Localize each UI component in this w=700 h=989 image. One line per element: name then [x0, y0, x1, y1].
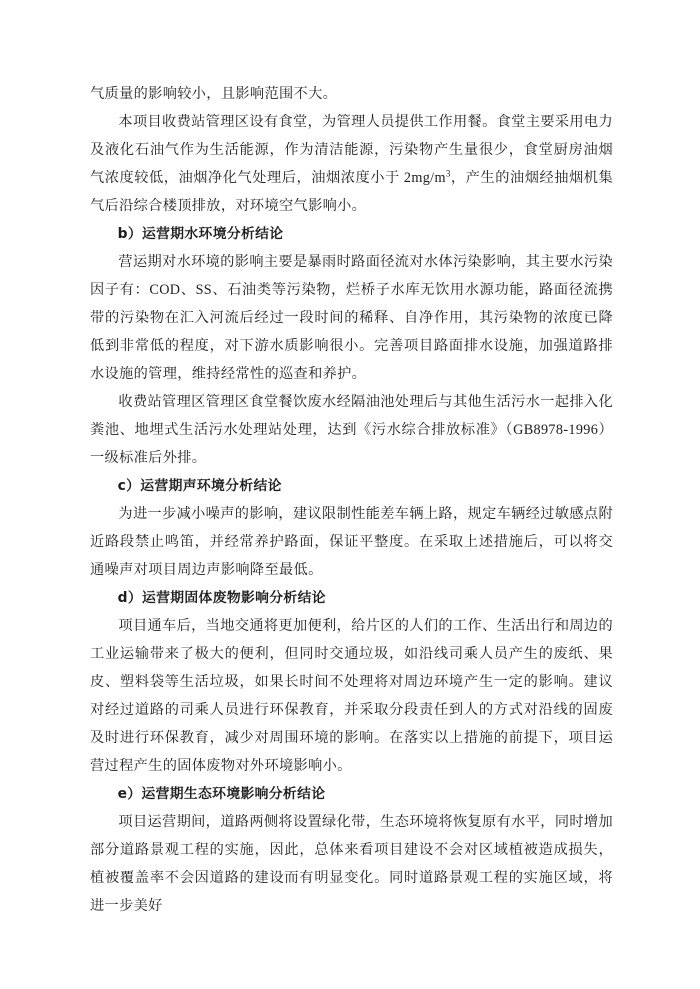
paragraph-solid-waste-impact: 项目通车后，当地交通将更加便利，给片区的人们的工作、生活出行和周边的工业运输带来了极大的便利，但同时交通垃圾，如沿线司乘人员产生的废纸、果皮、塑料袋等生活垃圾，如果长时间不处理将对周边环境产生一定的影响。建议对经过道路的司乘人员进行环保教育，并采取分段责任到人的方式对沿线的固废及时进行环保教育，减少对周围环境的影响。在落实以上措施的前提下，项目运营过程产生的固体废物对外环境影响小。 — [90, 618, 613, 774]
paragraph-sewage-treatment: 收费站管理区管理区食堂餐饮废水经隔油池处理后与其他生活污水一起排入化粪池、地埋式生活污水处理站处理，达到《污水综合排放标准》（GB8978-1996）一级标准后外排。 — [90, 394, 613, 466]
document-content — [90, 80, 613, 920]
paragraph-ecology-greenbelt: 项目运营期间，道路两侧将设置绿化带，生态环境将恢复原有水平，同时增加部分道路景观工程的实施，因此，总体来看项目建设不会对区域植被造成损失，植被覆盖率不会因道路的建设而有明显变化。同时道路景观工程的实施区域，将进一步美好 — [90, 814, 613, 914]
superscript-cubic-meter: 3 — [445, 168, 451, 179]
heading-acoustic-environment: c）运营期声环境分析结论 — [117, 478, 282, 494]
paragraph-canteen-fumes-text: 本项目收费站管理区设有食堂，为管理人员提供工作用餐。食堂主要采用电力及液化石油气作为生活能源，作为清洁能源，污染物产生量很少，食堂厨房油烟气浓度较低，油烟净化气处理后，油烟浓度小于 2mg/m — [90, 114, 613, 186]
heading-water-environment: b）运营期水环境分析结论 — [117, 226, 284, 242]
paragraph-water-runoff: 营运期对水环境的影响主要是暴雨时路面径流对水体污染影响，其主要水污染因子有：COD、SS、石油类等污染物，烂桥子水库无饮用水源功能，路面径流携带的污染物在汇入河流后经过一段时间的稀释、自净作用，其污染物的浓度已降低到非常低的程度，对下游水质影响很小。完善项目路面排水设施，加强道路排水设施的管理，维持经常性的巡查和养护。 — [90, 254, 613, 382]
paragraph-air-quality-continuation: 气质量的影响较小，且影响范围不大。 — [90, 86, 338, 102]
paragraph-canteen-fumes-text-cont: ，产生的油烟经抽烟机集气后沿综合楼顶排放，对环境空气影响小。 — [90, 170, 613, 214]
paragraph-canteen-fumes — [90, 108, 613, 220]
heading-ecological-environment: e）运营期生态环境影响分析结论 — [117, 786, 326, 802]
paragraph-noise-mitigation: 为进一步减小噪声的影响，建议限制性能差车辆上路，规定车辆经过敏感点附近路段禁止鸣笛，并经常养护路面，保证平整度。在采取上述措施后，可以将交通噪声对项目周边声影响降至最低。 — [90, 506, 613, 578]
heading-solid-waste: d）运营期固体废物影响分析结论 — [117, 590, 326, 606]
